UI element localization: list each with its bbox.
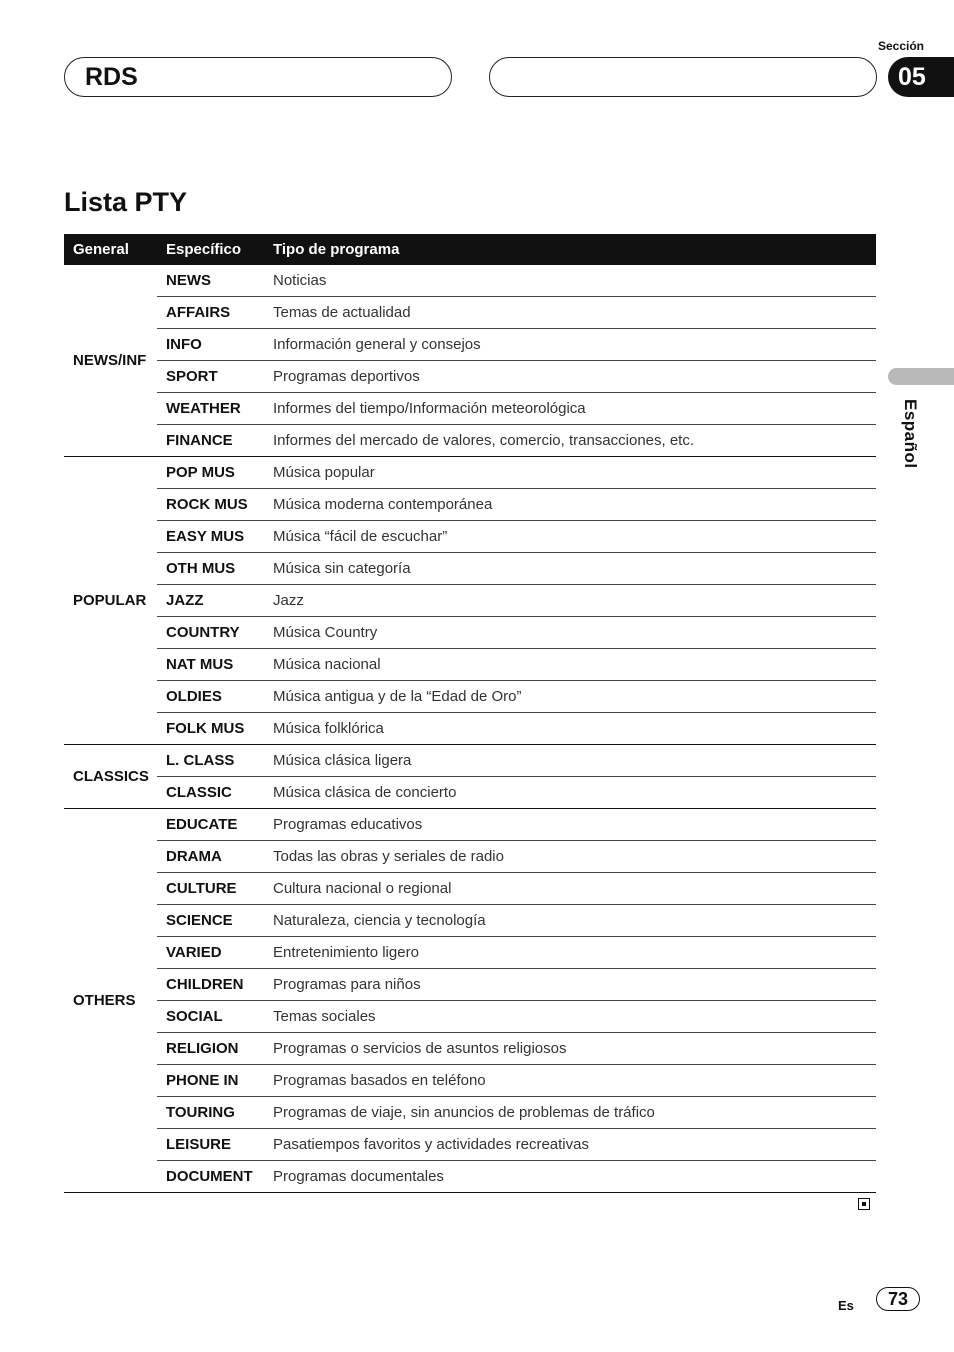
program-type-cell: Música clásica de concierto [264, 777, 876, 809]
program-type-cell: Programas de viaje, sin anuncios de problemas de tráfico [264, 1097, 876, 1129]
section-label: Sección [877, 39, 925, 53]
chapter-title: RDS [85, 63, 138, 91]
specific-code-cell: SOCIAL [157, 1001, 264, 1033]
pty-table [64, 234, 876, 1193]
language-side-label: Español [901, 399, 920, 469]
specific-code-cell: TOURING [157, 1097, 264, 1129]
table-row [64, 649, 876, 681]
program-type-cell: Música antigua y de la “Edad de Oro” [264, 681, 876, 713]
specific-code-cell: WEATHER [157, 393, 264, 425]
general-category-cell: OTHERS [64, 809, 157, 1193]
chapter-title-box [64, 57, 452, 97]
program-type-cell: Temas de actualidad [264, 297, 876, 329]
table-row [64, 393, 876, 425]
table-row [64, 777, 876, 809]
program-type-cell: Programas o servicios de asuntos religiosos [264, 1033, 876, 1065]
table-row [64, 265, 876, 297]
specific-code-cell: CULTURE [157, 873, 264, 905]
table-row [64, 489, 876, 521]
table-row [64, 809, 876, 841]
specific-code-cell: RELIGION [157, 1033, 264, 1065]
table-row [64, 1033, 876, 1065]
page-number: 73 [876, 1287, 920, 1311]
program-type-cell: Informes del tiempo/Información meteorológica [264, 393, 876, 425]
table-row [64, 841, 876, 873]
general-category-cell: NEWS/INF [64, 265, 157, 457]
specific-code-cell: CLASSIC [157, 777, 264, 809]
program-type-cell: Música nacional [264, 649, 876, 681]
table-row [64, 1161, 876, 1193]
program-type-cell: Temas sociales [264, 1001, 876, 1033]
specific-code-cell: DRAMA [157, 841, 264, 873]
language-side-tab [888, 368, 954, 385]
header-right-box [489, 57, 877, 97]
table-row [64, 873, 876, 905]
program-type-cell: Música clásica ligera [264, 745, 876, 777]
specific-code-cell: JAZZ [157, 585, 264, 617]
program-type-cell: Programas para niños [264, 969, 876, 1001]
end-of-section-icon [858, 1198, 870, 1210]
page-title: Lista PTY [64, 187, 188, 217]
specific-code-cell: VARIED [157, 937, 264, 969]
table-row [64, 681, 876, 713]
program-type-cell: Música Country [264, 617, 876, 649]
footer-language-code: Es [838, 1298, 854, 1313]
table-row [64, 425, 876, 457]
program-type-cell: Todas las obras y seriales de radio [264, 841, 876, 873]
specific-code-cell: EASY MUS [157, 521, 264, 553]
specific-code-cell: LEISURE [157, 1129, 264, 1161]
program-type-cell: Programas documentales [264, 1161, 876, 1193]
program-type-cell: Música sin categoría [264, 553, 876, 585]
table-row [64, 361, 876, 393]
table-row [64, 1001, 876, 1033]
program-type-cell: Música moderna contemporánea [264, 489, 876, 521]
specific-code-cell: DOCUMENT [157, 1161, 264, 1193]
table-header [64, 234, 876, 265]
program-type-cell: Música “fácil de escuchar” [264, 521, 876, 553]
table-row [64, 297, 876, 329]
table-row [64, 713, 876, 745]
table-row [64, 521, 876, 553]
table-row [64, 329, 876, 361]
column-header-general: General [64, 234, 157, 265]
specific-code-cell: OLDIES [157, 681, 264, 713]
specific-code-cell: L. CLASS [157, 745, 264, 777]
table-row [64, 937, 876, 969]
specific-code-cell: ROCK MUS [157, 489, 264, 521]
table-row [64, 1065, 876, 1097]
specific-code-cell: OTH MUS [157, 553, 264, 585]
program-type-cell: Pasatiempos favoritos y actividades recreativas [264, 1129, 876, 1161]
table-row [64, 969, 876, 1001]
table-row [64, 617, 876, 649]
program-type-cell: Informes del mercado de valores, comercio, transacciones, etc. [264, 425, 876, 457]
program-type-cell: Música popular [264, 457, 876, 489]
specific-code-cell: COUNTRY [157, 617, 264, 649]
program-type-cell: Programas educativos [264, 809, 876, 841]
specific-code-cell: FINANCE [157, 425, 264, 457]
table-row [64, 585, 876, 617]
specific-code-cell: SPORT [157, 361, 264, 393]
program-type-cell: Cultura nacional o regional [264, 873, 876, 905]
program-type-cell: Noticias [264, 265, 876, 297]
specific-code-cell: NEWS [157, 265, 264, 297]
general-category-cell: POPULAR [64, 457, 157, 745]
program-type-cell: Entretenimiento ligero [264, 937, 876, 969]
section-number-badge: 05 [888, 57, 954, 97]
specific-code-cell: NAT MUS [157, 649, 264, 681]
specific-code-cell: INFO [157, 329, 264, 361]
specific-code-cell: EDUCATE [157, 809, 264, 841]
column-header-specific: Específico [157, 234, 264, 265]
specific-code-cell: CHILDREN [157, 969, 264, 1001]
table-body [64, 265, 876, 1193]
program-type-cell: Música folklórica [264, 713, 876, 745]
program-type-cell: Jazz [264, 585, 876, 617]
specific-code-cell: POP MUS [157, 457, 264, 489]
table-row [64, 553, 876, 585]
column-header-program-type: Tipo de programa [264, 234, 876, 265]
specific-code-cell: SCIENCE [157, 905, 264, 937]
general-category-cell: CLASSICS [64, 745, 157, 809]
specific-code-cell: AFFAIRS [157, 297, 264, 329]
specific-code-cell: FOLK MUS [157, 713, 264, 745]
table-row [64, 457, 876, 489]
table-row [64, 745, 876, 777]
program-type-cell: Programas deportivos [264, 361, 876, 393]
program-type-cell: Naturaleza, ciencia y tecnología [264, 905, 876, 937]
specific-code-cell: PHONE IN [157, 1065, 264, 1097]
table-row [64, 1097, 876, 1129]
table-row [64, 1129, 876, 1161]
program-type-cell: Información general y consejos [264, 329, 876, 361]
table-row [64, 905, 876, 937]
table-header-row [64, 234, 876, 265]
program-type-cell: Programas basados en teléfono [264, 1065, 876, 1097]
